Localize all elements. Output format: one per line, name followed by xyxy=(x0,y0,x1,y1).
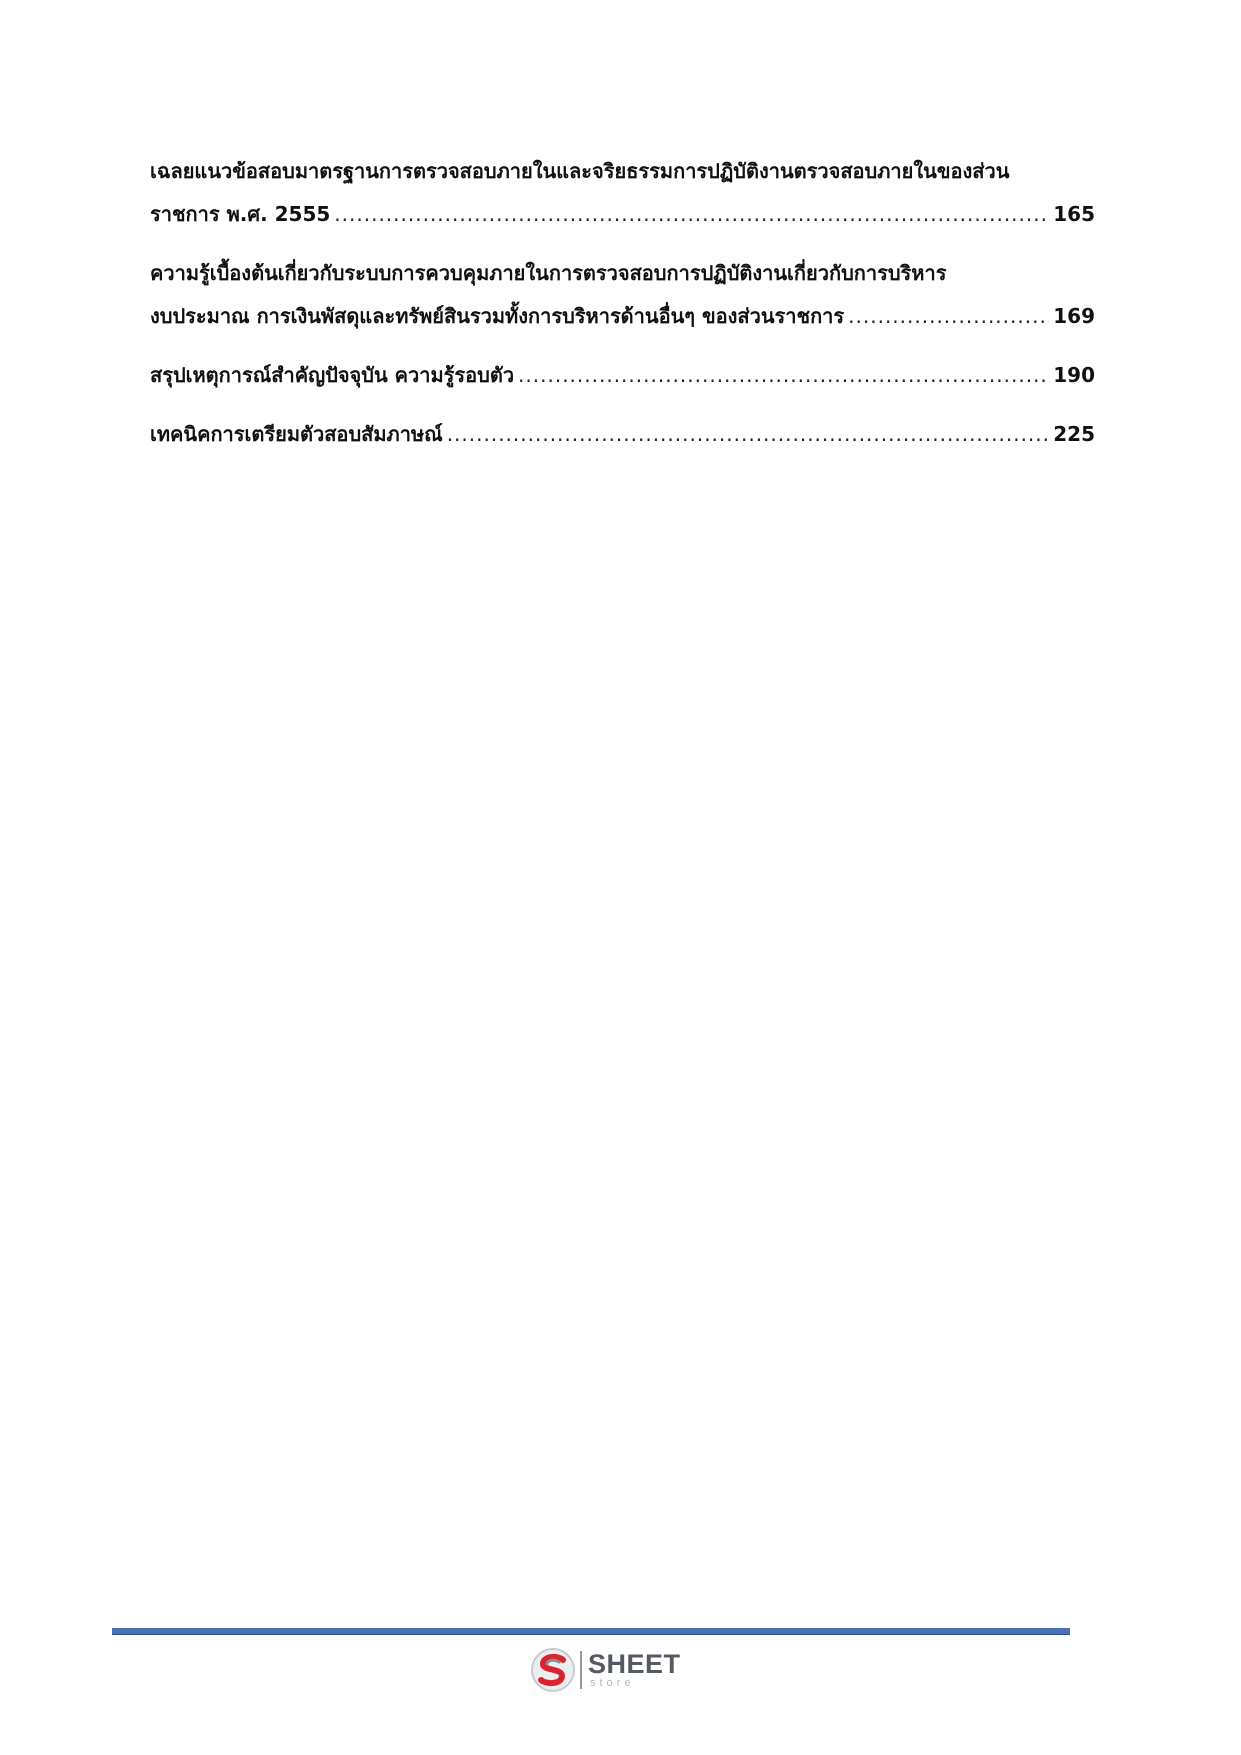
toc-page-number: 225 xyxy=(1053,422,1095,446)
toc-entry-title-continued: ราชการ พ.ศ. 2555 xyxy=(150,202,331,226)
toc-entry-continuation-line xyxy=(150,193,1095,236)
dot-leader xyxy=(334,193,1049,236)
toc-entry[interactable] xyxy=(150,252,1095,338)
toc-entry[interactable] xyxy=(150,413,1095,456)
toc-entry-title: เทคนิคการเตรียมตัวสอบสัมภาษณ์ xyxy=(150,422,443,446)
toc-entry-title-line xyxy=(150,252,1095,295)
toc-page-number: 190 xyxy=(1053,363,1095,387)
toc-page-number: 169 xyxy=(1053,304,1095,328)
toc-entry-title-line xyxy=(150,413,1095,456)
toc-entry[interactable] xyxy=(150,150,1095,236)
toc-entry-title-line xyxy=(150,354,1095,397)
logo-wordmark xyxy=(588,1651,681,1689)
toc-entry-title: ความรู้เบื้องต้นเกี่ยวกับระบบการควบคุมภายในการตรวจสอบการปฏิบัติงานเกี่ยวกับการบริหาร xyxy=(150,261,947,285)
table-of-contents xyxy=(150,150,1095,472)
toc-page-number: 165 xyxy=(1053,202,1095,226)
logo-title: SHEET xyxy=(588,1649,681,1679)
toc-entry-title-line xyxy=(150,150,1095,193)
toc-entry-title: เฉลยแนวข้อสอบมาตรฐานการตรวจสอบภายในและจริยธรรมการปฏิบัติงานตรวจสอบภายในของส่วน xyxy=(150,159,1010,183)
sheet-store-logo xyxy=(530,1645,681,1695)
logo-subtitle: store xyxy=(590,1677,635,1689)
toc-entry-title: สรุปเหตุการณ์สำคัญปัจจุบัน ความรู้รอบตัว xyxy=(150,363,515,387)
sheet-store-s-icon xyxy=(530,1647,576,1693)
toc-entry-title-continued: งบประมาณ การเงินพัสดุและทรัพย์สินรวมทั้งการบริหารด้านอื่นๆ ของส่วนราชการ xyxy=(150,304,845,328)
logo-separator xyxy=(580,1651,582,1689)
dot-leader xyxy=(518,354,1049,397)
dot-leader xyxy=(848,295,1049,338)
footer-divider xyxy=(112,1628,1070,1635)
toc-entry-continuation-line xyxy=(150,295,1095,338)
toc-entry[interactable] xyxy=(150,354,1095,397)
dot-leader xyxy=(447,413,1050,456)
